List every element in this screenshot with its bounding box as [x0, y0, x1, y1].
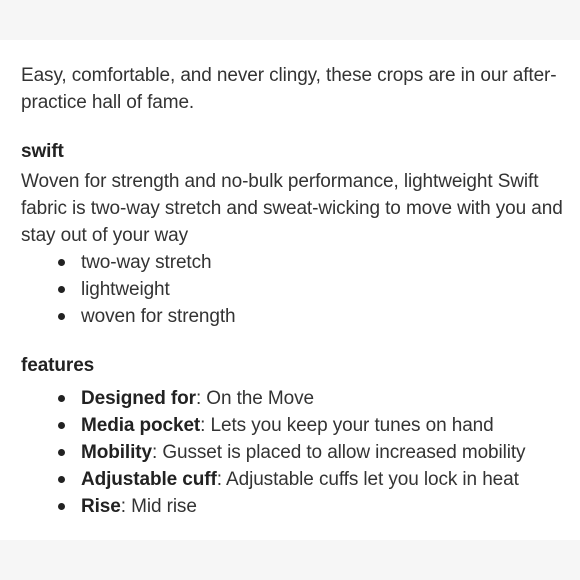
feature-label: Adjustable cuff	[81, 469, 217, 490]
list-item-text: two-way stretch	[81, 252, 212, 273]
feature-item	[21, 412, 566, 439]
feature-item	[21, 385, 566, 412]
bullet-icon	[58, 286, 65, 293]
feature-label: Media pocket	[81, 415, 201, 436]
list-item	[21, 303, 566, 330]
product-description-panel	[0, 40, 580, 540]
swift-bullet-list	[21, 249, 566, 330]
features-list	[21, 385, 566, 520]
bullet-icon	[58, 395, 65, 402]
feature-item	[21, 439, 566, 466]
feature-label: Mobility	[81, 442, 152, 463]
bullet-icon	[58, 422, 65, 429]
feature-item	[21, 466, 566, 493]
bullet-icon	[58, 259, 65, 266]
list-item	[21, 249, 566, 276]
intro-text: Easy, comfortable, and never clingy, these crops are in our after-practice hall of fame.	[21, 65, 557, 113]
feature-label: Designed for	[81, 388, 196, 409]
feature-text: : Gusset is placed to allow increased mobility	[151, 442, 526, 463]
feature-text: : Adjustable cuffs let you lock in heat	[216, 469, 519, 490]
product-description	[21, 62, 566, 520]
features-heading: features	[21, 355, 95, 376]
feature-text: : Mid rise	[120, 496, 197, 517]
feature-text: : On the Move	[195, 388, 314, 409]
swift-heading: swift	[21, 141, 64, 162]
bullet-icon	[58, 503, 65, 510]
feature-text: : Lets you keep your tunes on hand	[200, 415, 494, 436]
bullet-icon	[58, 476, 65, 483]
feature-item	[21, 493, 566, 520]
bullet-icon	[58, 313, 65, 320]
list-item-text: lightweight	[81, 279, 170, 300]
bullet-icon	[58, 449, 65, 456]
list-item	[21, 276, 566, 303]
swift-description: Woven for strength and no-bulk performance, lightweight Swift fabric is two-way stretch and sweat-wicking to move with you and stay out of your way	[21, 171, 563, 246]
list-item-text: woven for strength	[81, 306, 236, 327]
feature-label: Rise	[81, 496, 121, 517]
